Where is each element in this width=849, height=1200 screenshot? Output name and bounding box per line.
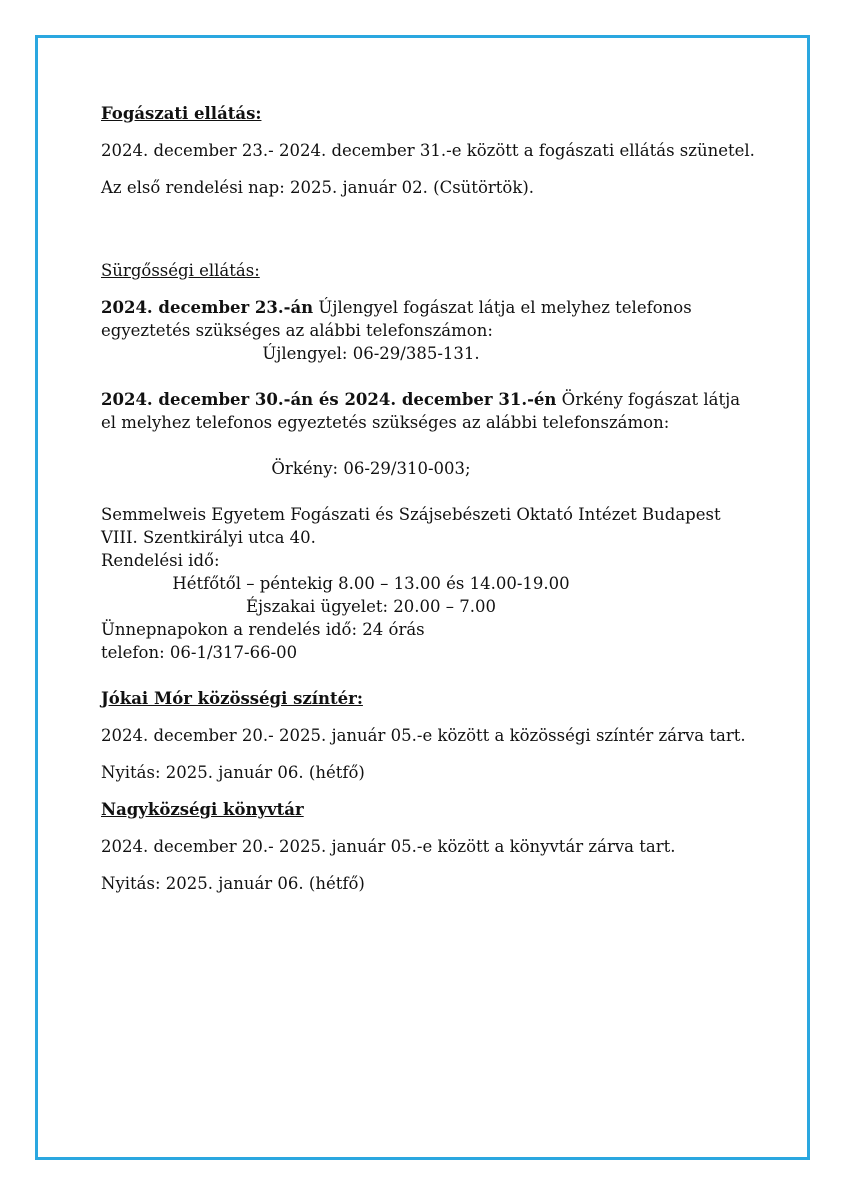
- spacer: [101, 747, 761, 761]
- spacer: [101, 162, 761, 176]
- library-opening: Nyitás: 2025. január 06. (hétfő): [101, 874, 365, 893]
- emergency-block1-line2: egyeztetés szükséges az alábbi telefonszámon:: [101, 321, 493, 340]
- semmelweis-hours-night: Éjszakai ügyelet: 20.00 – 7.00: [246, 597, 496, 616]
- notice-content: [101, 102, 761, 895]
- spacer: [101, 664, 761, 687]
- dental-first-day: Az első rendelési nap: 2025. január 02. (Csütörtök).: [101, 178, 535, 197]
- library-heading: Nagyközségi könyvtár: [101, 800, 304, 819]
- spacer: [101, 434, 761, 457]
- spacer: [101, 282, 761, 296]
- semmelweis-hours-label: Rendelési idő:: [101, 551, 220, 570]
- semmelweis-hours-weekday: Hétfőtől – péntekig 8.00 – 13.00 és 14.00-19.00: [172, 574, 570, 593]
- emergency-block2-text1: Örkény fogászat látja: [556, 390, 741, 409]
- emergency-block1-text1: Újlengyel fogászat látja el melyhez telefonos: [313, 298, 692, 317]
- emergency-block1-date: 2024. december 23.-án: [101, 298, 314, 317]
- emergency-block2-line1: [101, 388, 761, 411]
- spacer: [101, 784, 761, 798]
- community-opening: Nyitás: 2025. január 06. (hétfő): [101, 763, 365, 782]
- emergency-block2-date: 2024. december 30.-án és 2024. december 31.-én: [101, 390, 557, 409]
- emergency-block2-line2: el melyhez telefonos egyeztetés szükséges az alábbi telefonszámon:: [101, 413, 670, 432]
- spacer: [101, 480, 761, 503]
- semmelweis-holiday: Ünnepnapokon a rendelés idő: 24 órás: [101, 620, 425, 639]
- spacer: [101, 710, 761, 724]
- emergency-block1-line1: [101, 296, 761, 319]
- dental-heading: Fogászati ellátás:: [101, 104, 262, 123]
- community-closure: 2024. december 20.- 2025. január 05.-e között a közösségi színtér zárva tart.: [101, 726, 746, 745]
- spacer: [101, 858, 761, 872]
- spacer: [101, 125, 761, 139]
- spacer: [101, 365, 761, 388]
- emergency-block2-phone: Örkény: 06-29/310-003;: [271, 459, 471, 478]
- library-closure: 2024. december 20.- 2025. január 05.-e között a könyvtár zárva tart.: [101, 837, 676, 856]
- semmelweis-line2: VIII. Szentkirályi utca 40.: [101, 528, 316, 547]
- emergency-heading: Sürgősségi ellátás:: [101, 261, 260, 280]
- spacer: [101, 199, 761, 259]
- dental-closure: 2024. december 23.- 2024. december 31.-e között a fogászati ellátás szünetel.: [101, 141, 755, 160]
- spacer: [101, 821, 761, 835]
- semmelweis-phone: telefon: 06-1/317-66-00: [101, 643, 298, 662]
- community-heading: Jókai Mór közösségi színtér:: [101, 689, 363, 708]
- emergency-block1-phone: Újlengyel: 06-29/385-131.: [262, 344, 480, 363]
- semmelweis-line1: Semmelweis Egyetem Fogászati és Szájsebészeti Oktató Intézet Budapest: [101, 505, 721, 524]
